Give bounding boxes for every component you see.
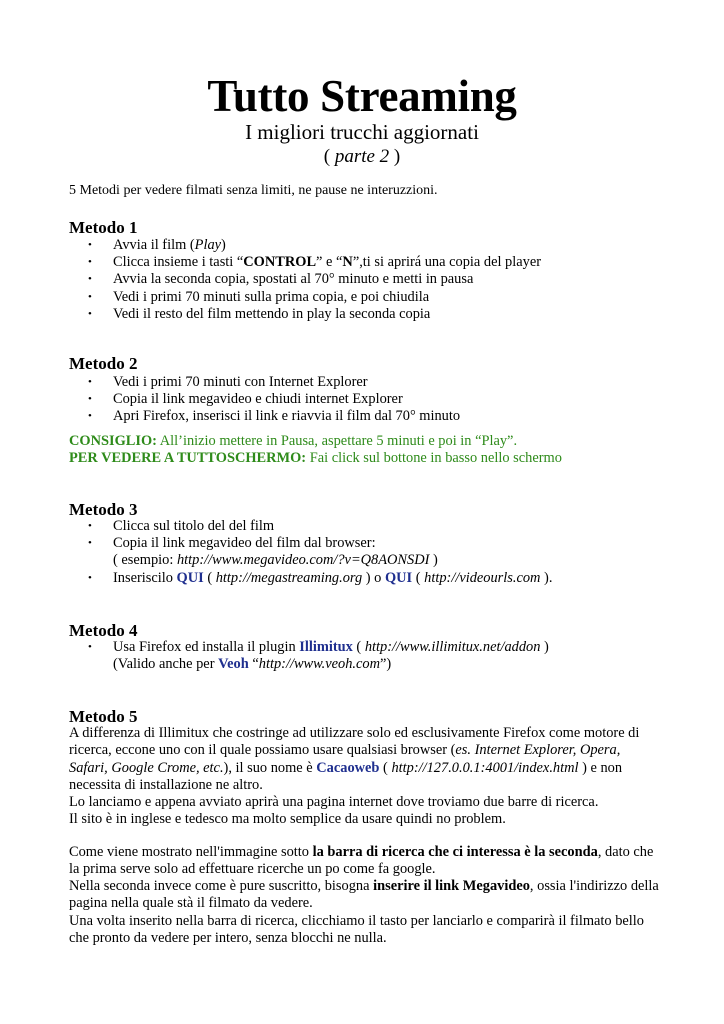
metodo-5-paragraph-3: Il sito è in inglese e tedesco ma molto semplice da usare quindi no problem. xyxy=(69,811,506,827)
metodo-2-heading: Metodo 2 xyxy=(69,354,138,373)
metodo-5-paragraph-1: A differenza di Illimitux che costringe ad utilizzare solo ed esclusivamente Firefox come motore di ricerca, eccone uno con il quale possiamo usare qualsiasi browser (es. Internet Explorer, Opera, Safari, Google Crome, etc.), il suo nome è Cacaoweb ( http://127.0.0.1:4001/index.html ) e non necessita di installazione ne altro. xyxy=(69,725,640,793)
list-item: • Vedi il resto del film mettendo in play la seconda copia xyxy=(69,306,689,323)
megastreaming-url: http://megastreaming.org xyxy=(215,569,363,586)
metodo-5-paragraph-4: Come viene mostrato nell'immagine sotto la barra di ricerca che ci interessa è la seconda, dato che la prima serve solo ad effettuare ricerche un po come fa google. xyxy=(69,844,654,878)
metodo-3-heading: Metodo 3 xyxy=(69,500,138,519)
metodo-5-heading: Metodo 5 xyxy=(69,707,138,726)
example-line: ( esempio: http://www.megavideo.com/?v=Q8AONSDI ) xyxy=(113,552,438,569)
list-item: • Copia il link megavideo e chiudi internet Explorer xyxy=(69,391,689,408)
cacaoweb-url: http://127.0.0.1:4001/index.html xyxy=(391,759,579,776)
metodo-5-paragraph-2: Lo lanciamo e appena avviato aprirà una pagina internet dove troviamo due barre di ricerca. xyxy=(69,794,599,810)
part-label: ( parte 2 ) xyxy=(323,146,401,167)
veoh-link[interactable]: Veoh xyxy=(218,656,249,673)
metodo-5-paragraph-6: Una volta inserito nella barra di ricerca, clicchiamo il tasto per lanciarlo e comparirà il filmato bello che pronto da vedere per intero, senza blocchi ne nulla. xyxy=(69,913,644,947)
page-title: Tutto Streaming xyxy=(207,71,517,121)
videourls-url: http://videourls.com xyxy=(424,569,541,586)
metodo-2-list xyxy=(69,374,689,426)
qui-link-2[interactable]: QUI xyxy=(384,569,413,586)
list-item: • Clicca sul titolo del del film xyxy=(69,518,689,535)
cacaoweb-link[interactable]: Cacaoweb xyxy=(316,759,380,776)
list-item: • Usa Firefox ed installa il plugin Illimitux ( http://www.illimitux.net/addon ) (Valido anche per Veoh “http://www.veoh.com”) xyxy=(69,639,689,673)
metodo-5-paragraph-5: Nella seconda invece come è pure suscritto, bisogna inserire il link Megavideo, ossia l'indirizzo della pagina nella quale stà il filmato da vedere. xyxy=(69,878,659,912)
list-item: • Inseriscilo QUI ( http://megastreaming.org ) o QUI ( http://videourls.com ). xyxy=(69,570,689,587)
consiglio-note: CONSIGLIO: All’inizio mettere in Pausa, aspettare 5 minuti e poi in “Play”. xyxy=(69,433,518,449)
veoh-line: (Valido anche per Veoh “http://www.veoh.com”) xyxy=(113,656,392,673)
list-item: • Avvia la seconda copia, spostati al 70° minuto e metti in pausa xyxy=(69,271,689,288)
metodo-4-heading: Metodo 4 xyxy=(69,621,138,640)
part-number: parte 2 xyxy=(334,146,390,167)
metodo-4-list xyxy=(69,639,689,673)
tuttoschermo-note: PER VEDERE A TUTTOSCHERMO: Fai click sul bottone in basso nello schermo xyxy=(69,450,562,466)
metodo-1-list xyxy=(69,237,689,323)
illimitux-url: http://www.illimitux.net/addon xyxy=(364,639,541,655)
list-item: • Clicca insieme i tasti “CONTROL” e “N”,ti si aprirá una copia del player xyxy=(69,254,689,271)
list-item: • Copia il link megavideo del film dal browser: ( esempio: http://www.megavideo.com/?v=Q8AONSDI ) xyxy=(69,535,689,569)
page-subtitle: I migliori trucchi aggiornati xyxy=(245,120,479,144)
qui-link-1[interactable]: QUI xyxy=(176,569,204,586)
list-item: • Avvia il film (Play) xyxy=(69,237,689,254)
metodo-1-heading: Metodo 1 xyxy=(69,218,138,237)
metodo-3-list xyxy=(69,518,689,587)
list-item: • Apri Firefox, inserisci il link e riavvia il film dal 70° minuto xyxy=(69,408,689,425)
example-url: http://www.megavideo.com/?v=Q8AONSDI xyxy=(176,552,430,569)
intro-text: 5 Metodi per vedere filmati senza limiti, ne pause ne interuzzioni. xyxy=(69,183,438,198)
illimitux-link[interactable]: Illimitux xyxy=(299,639,353,655)
veoh-url: http://www.veoh.com xyxy=(258,656,381,673)
list-item: • Vedi i primi 70 minuti sulla prima copia, e poi chiudila xyxy=(69,289,689,306)
list-item: • Vedi i primi 70 minuti con Internet Explorer xyxy=(69,374,689,391)
